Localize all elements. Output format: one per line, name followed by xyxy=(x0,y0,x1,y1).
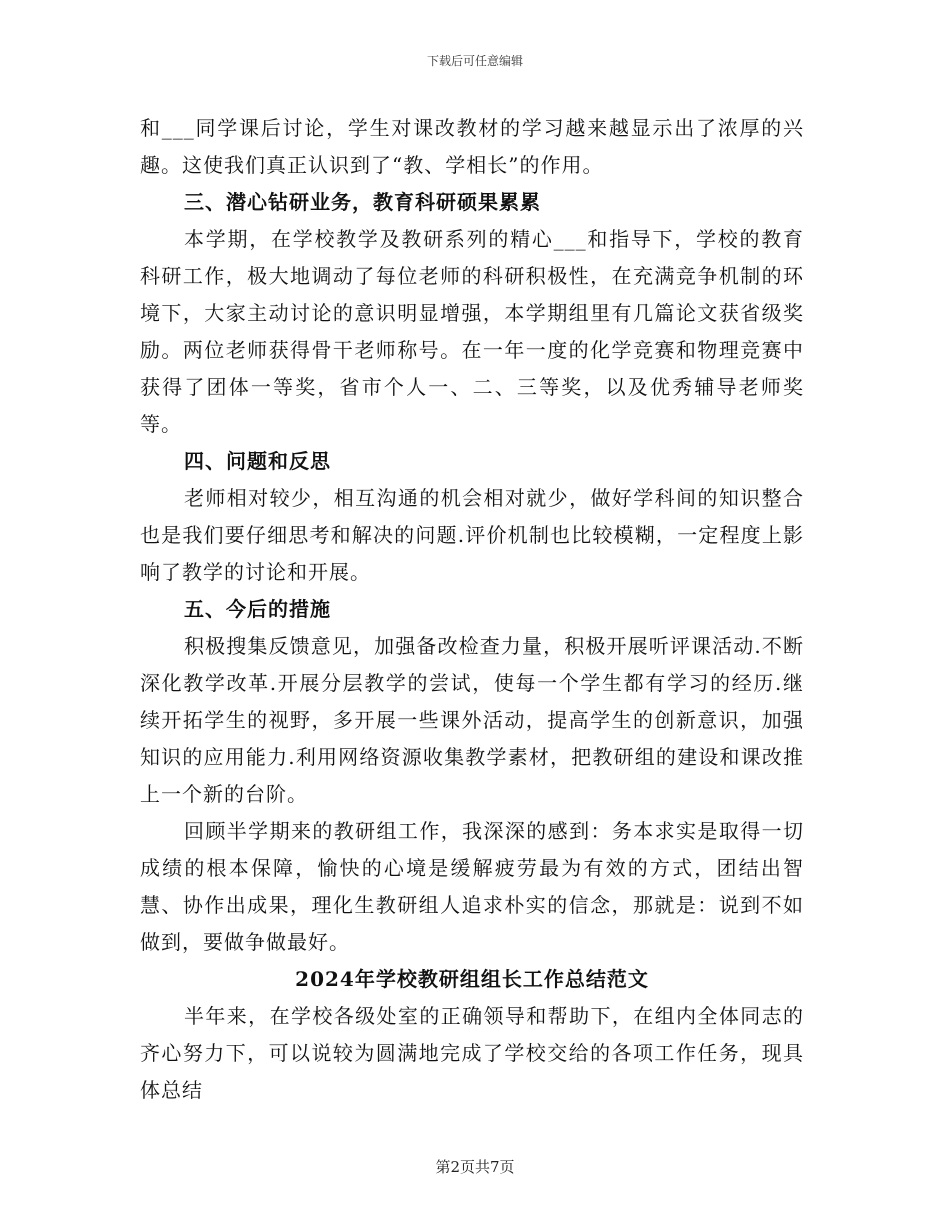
paragraph-review: 回顾半学期来的教研组工作，我深深的感到：务本求实是取得一切成绩的根本保障，愉快的心境是缓解疲劳最为有效的方式，团结出智慧、协作出成果，理化生教研组人追求朴实的信念，那就是：说到不如做到，要做争做最好。 xyxy=(140,819,804,954)
page-footer: 第2页共7页 xyxy=(435,1158,515,1176)
section-heading-4: 四、问题和反思 xyxy=(184,449,331,473)
document-title: 2024年学校教研组组长工作总结范文 xyxy=(295,967,649,991)
paragraph-research: 本学期，在学校教学及教研系列的精心___和指导下，学校的教育科研工作，极大地调动了每位老师的科研积极性，在充满竞争机制的环境下，大家主动讨论的意识明显增强，本学期组里有几篇论文获省级奖励。两位老师获得骨干老师称号。在一年一度的化学竞赛和物理竞赛中获得了团体一等奖，省市个人一、二、三等奖，以及优秀辅导老师奖等。 xyxy=(140,227,804,436)
section-heading-3: 三、潜心钻研业务，教育科研硕果累累 xyxy=(184,190,541,214)
paragraph-intro: 半年来，在学校各级处室的正确领导和帮助下，在组内全体同志的齐心努力下，可以说较为圆满地完成了学校交给的各项工作任务，现具体总结 xyxy=(140,1004,804,1102)
paragraph-continuation: 和___同学课后讨论，学生对课改教材的学习越来越显示出了浓厚的兴趣。这使我们真正认识到了“教、学相长”的作用。 xyxy=(140,116,804,177)
paragraph-measures: 积极搜集反馈意见，加强备改检查力量，积极开展听评课活动.不断深化教学改革.开展分层教学的尝试，使每一个学生都有学习的经历.继续开拓学生的视野，多开展一些课外活动，提高学生的创新意识，加强知识的应用能力.利用网络资源收集教学素材，把教研组的建设和课改推上一个新的台阶。 xyxy=(140,634,804,806)
paragraph-problems: 老师相对较少，相互沟通的机会相对就少，做好学科间的知识整合也是我们要仔细思考和解决的问题.评价机制也比较模糊，一定程度上影响了教学的讨论和开展。 xyxy=(140,486,804,584)
document-body xyxy=(140,110,804,1109)
section-heading-5: 五、今后的措施 xyxy=(184,597,331,621)
page-header: 下载后可任意编辑 xyxy=(426,54,523,68)
